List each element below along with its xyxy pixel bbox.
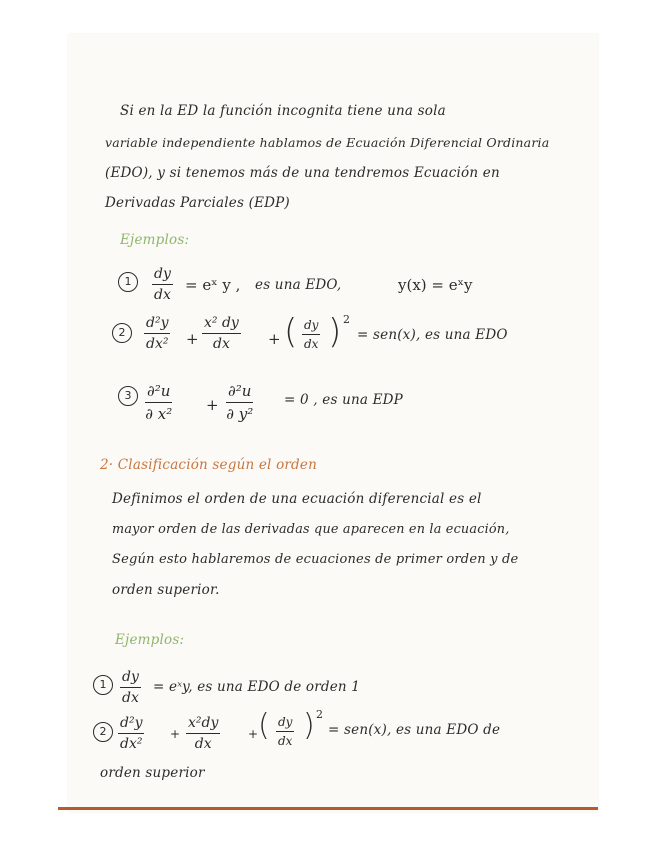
example1-1-fraction: [152, 266, 173, 303]
example1-3-rhs: = 0 , es una EDP: [284, 392, 403, 408]
plus-sign: +: [170, 727, 181, 741]
examples2-heading: Ejemplos:: [115, 632, 185, 648]
fraction-numerator: ∂²u: [226, 382, 253, 403]
fraction-numerator: d²y: [118, 715, 144, 734]
example1-2-fraction2: [202, 315, 241, 352]
example2-1-rhs: = eˣy, es una EDO de orden 1: [153, 679, 361, 695]
example1-3-fraction2: [226, 382, 253, 423]
example1-3-fraction1: [145, 382, 172, 423]
section2-heading: 2· Clasificación según el orden: [100, 457, 317, 473]
notebook-page: [68, 34, 598, 812]
fraction-numerator: x²dy: [186, 715, 220, 734]
example1-2-number: 2: [112, 323, 132, 343]
example1-1-solution: y(x) = eˣy: [398, 276, 473, 294]
fraction-denominator: dx: [212, 336, 230, 352]
paragraph2-line3: Según esto hablaremos de ecuaciones de primer orden y de: [112, 552, 519, 567]
fraction-denominator: dx: [154, 287, 171, 303]
fraction-denominator: dx²: [146, 336, 169, 352]
fraction-numerator: x² dy: [202, 315, 241, 334]
example1-2-fraction1: [144, 315, 170, 352]
paragraph1-line4: Derivadas Parciales (EDP): [105, 195, 290, 211]
fraction-numerator: dy: [120, 669, 141, 688]
example2-1-number: 1: [93, 675, 113, 695]
example2-2-fraction3: [276, 715, 294, 748]
fraction-denominator: dx: [304, 337, 319, 351]
fraction-denominator: ∂ x²: [145, 405, 173, 423]
left-parenthesis: (: [284, 312, 298, 352]
right-parenthesis: ): [303, 708, 315, 743]
paragraph2-line1: Definimos el orden de una ecuación diferencial es el: [112, 491, 482, 507]
exponent: 2: [343, 313, 350, 326]
plus-sign: +: [206, 396, 219, 414]
example2-2-fraction1: [118, 715, 144, 752]
example1-2-rhs: = sen(x), es una EDO: [357, 327, 508, 343]
example2-2-number: 2: [93, 722, 113, 742]
example1-2-fraction3: [302, 318, 320, 351]
example1-1-rhs: = eˣ y ,: [185, 276, 241, 294]
fraction-denominator: dx: [122, 690, 139, 706]
fraction-numerator: dy: [302, 318, 320, 335]
plus-sign: +: [248, 727, 259, 741]
plus-sign: +: [186, 330, 199, 348]
example2-2-continuation: orden superior: [100, 765, 205, 781]
fraction-denominator: dx: [278, 734, 293, 748]
fraction-numerator: dy: [276, 715, 294, 732]
example1-3-number: 3: [118, 386, 138, 406]
examples1-heading: Ejemplos:: [120, 232, 190, 248]
fraction-numerator: d²y: [144, 315, 170, 334]
paragraph2-line4: orden superior.: [112, 582, 220, 598]
paragraph1-line2: variable independiente hablamos de Ecuación Diferencial Ordinaria: [105, 135, 550, 150]
example2-2-rhs: = sen(x), es una EDO de: [328, 722, 501, 738]
right-parenthesis: ): [328, 312, 342, 352]
fraction-numerator: ∂²u: [145, 382, 172, 403]
example1-1-number: 1: [118, 272, 138, 292]
fraction-denominator: dx: [194, 736, 212, 752]
paragraph1-line3: (EDO), y si tenemos más de una tendremos Ecuación en: [105, 165, 500, 181]
example2-1-fraction: [120, 669, 141, 706]
fraction-numerator: dy: [152, 266, 173, 285]
example1-1-comment: es una EDO,: [255, 277, 342, 293]
exponent: 2: [316, 708, 323, 721]
left-parenthesis: (: [258, 708, 270, 743]
example2-2-fraction2: [186, 715, 220, 752]
fraction-denominator: ∂ y²: [226, 405, 254, 423]
paragraph1-line1: Si en la ED la función incognita tiene una sola: [120, 103, 446, 119]
paragraph2-line2: mayor orden de las derivadas que aparecen en la ecuación,: [112, 522, 510, 537]
page-bottom-rule: [58, 807, 598, 810]
plus-sign: +: [268, 330, 281, 348]
fraction-denominator: dx²: [120, 736, 143, 752]
